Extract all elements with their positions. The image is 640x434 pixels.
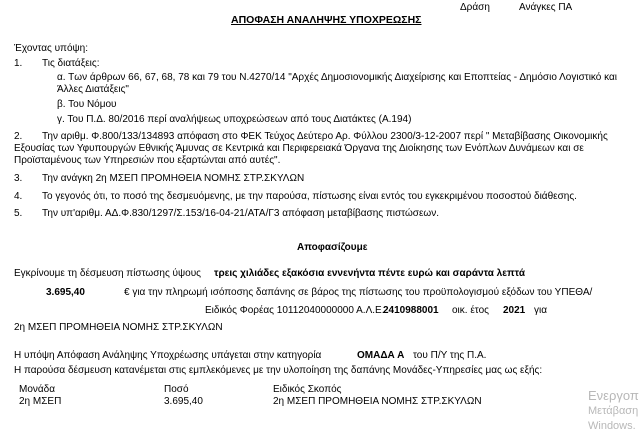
item-1a-line2: Άλλες Διατάξεις" xyxy=(57,84,129,95)
commit-purpose: € για την πληρωμή ισόποσης δαπάνης σε βάρος της πίστωσης του προϋπολογισμού εξόδων του ΥΠΕΘΑ/ xyxy=(124,287,593,298)
activation-watermark-line3: Windows. xyxy=(588,420,636,432)
activation-watermark-line2: Μετάβαση xyxy=(588,405,639,417)
table-cell-poso: 3.695,40 xyxy=(164,396,203,407)
commit-foreas: Ειδικός Φορέας 10112040000000 Α.Λ.Ε. xyxy=(205,305,385,316)
commit-prefix: Εγκρίνουμε τη δέσμευση πίστωσης ύψους xyxy=(14,268,201,279)
table-cell-monada: 2η ΜΣΕΠ xyxy=(19,396,62,407)
activation-watermark-line1: Ενεργοπ xyxy=(588,388,639,403)
item-2-number: 2. xyxy=(14,131,23,142)
item-1-text: Τις διατάξεις: xyxy=(42,58,100,69)
item-5-text: Την υπ'αριθμ. ΑΔ.Φ.830/1297/Σ.153/16-04-21/ΑΤΑ/Γ3 απόφαση μεταβίβασης πιστώσεων. xyxy=(42,208,439,219)
item-1a-line1: α. Των άρθρων 66, 67, 68, 78 και 79 του Ν.4270/14 "Αρχές Δημοσιονομικής Διαχείρισης και Εποπτείας - Δημόσιο Λογιστικό και xyxy=(57,72,618,83)
item-1b: β. Του Νόμου xyxy=(57,99,117,110)
item-5-number: 5. xyxy=(14,208,23,219)
distribution-text: Η παρούσα δέσμευση κατανέμεται στις εμπλεκόμενες με την υλοποίηση της δαπάνης Μονάδες-Υπηρεσίες μας ως εξής: xyxy=(14,365,543,376)
document-title: ΑΠΟΦΑΣΗ ΑΝΑΛΗΨΗΣ ΥΠΟΧΡΕΩΣΗΣ xyxy=(231,14,422,26)
item-1-number: 1. xyxy=(14,58,23,69)
category-value: ΟΜΑΔΑ Α xyxy=(357,350,405,361)
commit-year-label: οικ. έτος xyxy=(452,305,489,316)
item-4-number: 4. xyxy=(14,191,23,202)
category-suffix: του Π/Υ της Π.Α. xyxy=(413,350,487,361)
intro-text: Έχοντας υπόψη: xyxy=(14,43,88,54)
item-2-line2: Εξουσίας των Υφυπουργών Εθνικής Άμυνας σε Κεντρικά και Περιφερειακά Όργανα της Διοίκησης των Ενόπλων Δυνάμεων και σε xyxy=(14,143,584,154)
table-header-monada: Μονάδα xyxy=(19,384,56,395)
drasi-label: Δράση xyxy=(460,2,490,13)
item-1c: γ. Του Π.Δ. 80/2016 περί αναλήψεως υποχρεώσεων από τους Διατάκτες (Α.194) xyxy=(57,114,412,125)
item-2-line3: Προϊσταμένους των Υπηρεσιών που εξαρτώνται από αυτές". xyxy=(14,155,281,166)
item-4-text: Το γεγονός ότι, το ποσό της δεσμευόμενης, με την παρούσα, πίστωσης είναι εντός του εγκεκριμένου ποσοστού διάθεσης. xyxy=(42,191,577,202)
item-3-number: 3. xyxy=(14,173,23,184)
item-3-text: Την ανάγκη 2η ΜΣΕΠ ΠΡΟΜΗΘΕΙΑ ΝΟΜΗΣ ΣΤΡ.ΣΚΥΛΩΝ xyxy=(42,173,305,184)
commit-year: 2021 xyxy=(503,305,526,316)
decide-heading: Αποφασίζουμε xyxy=(297,242,368,253)
commit-gia: για xyxy=(534,305,548,316)
commit-ale: 2410988001 xyxy=(383,305,439,316)
table-cell-skopos: 2η ΜΣΕΠ ΠΡΟΜΗΘΕΙΑ ΝΟΜΗΣ ΣΤΡ.ΣΚΥΛΩΝ xyxy=(273,396,482,407)
commit-need: 2η ΜΣΕΠ ΠΡΟΜΗΘΕΙΑ ΝΟΜΗΣ ΣΤΡ.ΣΚΥΛΩΝ xyxy=(14,322,223,333)
anagkes-label: Ανάγκες ΠΑ xyxy=(519,2,573,13)
category-prefix: Η υπόψη Απόφαση Ανάληψης Υποχρέωσης υπάγεται στην κατηγορία xyxy=(14,350,322,361)
item-2-line1: Την αριθμ. Φ.800/133/134893 απόφαση στο ΦΕΚ Τεύχος Δεύτερο Αρ. Φύλλου 2300/3-12-2007 περί " Μεταβίβασης Οικονομικής xyxy=(42,131,608,142)
commit-amount-number: 3.695,40 xyxy=(46,287,85,298)
table-header-poso: Ποσό xyxy=(164,384,189,395)
commit-amount-words: τρεις χιλιάδες εξακόσια εννενήντα πέντε ευρώ και σαράντα λεπτά xyxy=(214,268,525,279)
table-header-skopos: Ειδικός Σκοπός xyxy=(273,384,342,395)
